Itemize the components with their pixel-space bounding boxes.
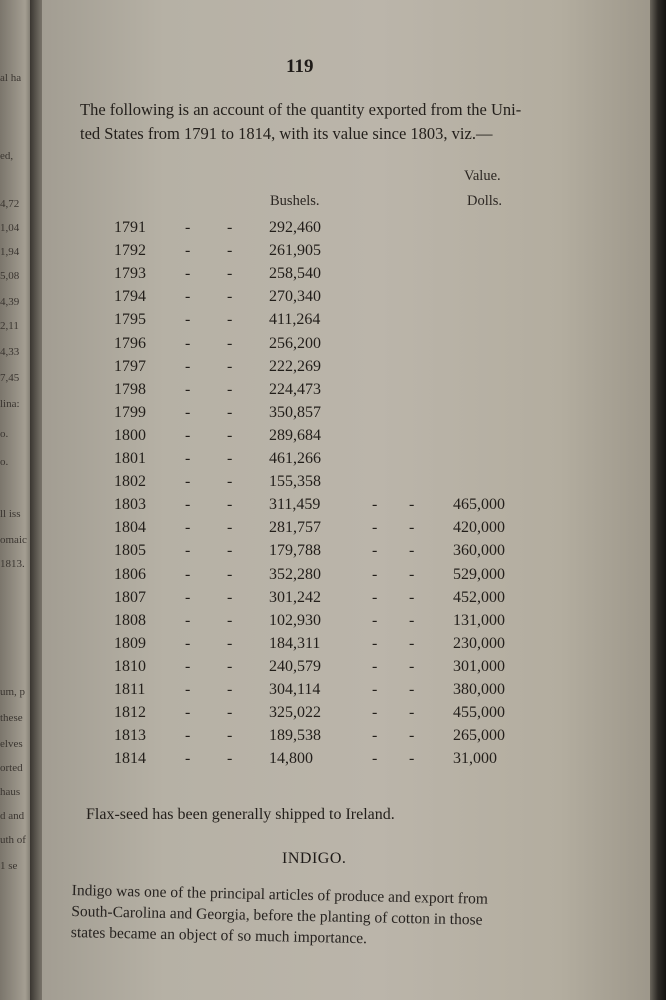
dash-cell: - xyxy=(185,242,191,260)
table-row xyxy=(42,427,652,450)
left-page-fragment: 1 se xyxy=(0,860,18,872)
value-cell: 455,000 xyxy=(453,704,505,722)
bushels-cell: 155,358 xyxy=(269,473,321,491)
dash-cell: - xyxy=(185,542,191,560)
bushels-cell: 184,311 xyxy=(269,634,321,652)
dash-cell: - xyxy=(185,403,191,421)
dash-cell: - xyxy=(227,288,233,306)
dash-cell: - xyxy=(409,565,415,583)
table-row xyxy=(42,288,652,311)
dash-cell: - xyxy=(185,450,191,467)
table-row xyxy=(42,404,652,427)
dash-cell: - xyxy=(372,588,378,606)
dash-cell: - xyxy=(372,496,378,514)
dash-cell: - xyxy=(372,704,378,722)
dash-cell: - xyxy=(185,496,191,514)
value-cell: 265,000 xyxy=(453,727,505,745)
dash-cell: - xyxy=(185,357,191,375)
table-row xyxy=(42,496,652,519)
dash-cell: - xyxy=(227,657,233,675)
year-cell: 1802 xyxy=(114,473,146,491)
dash-cell: - xyxy=(227,611,233,629)
table-row xyxy=(42,265,652,288)
table-row xyxy=(42,242,652,265)
bushels-cell: 350,857 xyxy=(269,403,321,421)
dash-cell: - xyxy=(372,750,378,768)
table-row xyxy=(42,612,652,635)
bushels-cell: 289,684 xyxy=(269,426,321,444)
indigo-line: states became an object of so much importance. xyxy=(70,923,368,948)
bushels-cell: 258,540 xyxy=(269,265,321,283)
table-row xyxy=(42,704,652,727)
dash-cell: - xyxy=(227,704,233,722)
dash-cell: - xyxy=(185,565,191,583)
dash-cell: - xyxy=(227,565,233,583)
left-page-fragment: um, p xyxy=(0,686,26,698)
dash-cell: - xyxy=(409,611,415,629)
value-cell: 529,000 xyxy=(453,565,505,583)
left-page-fragment: lina: xyxy=(0,398,20,410)
dash-cell: - xyxy=(227,265,233,283)
bushels-header: Bushels. xyxy=(270,193,320,209)
dash-cell: - xyxy=(185,727,191,745)
value-cell: 452,000 xyxy=(453,588,505,606)
dash-cell: - xyxy=(409,750,415,768)
table-row xyxy=(42,727,652,750)
table-row xyxy=(42,358,652,381)
bushels-cell: 240,579 xyxy=(269,657,321,675)
bushels-cell: 189,538 xyxy=(269,727,321,745)
left-page-fragment: elves xyxy=(0,738,23,750)
bushels-cell: 256,200 xyxy=(269,334,321,352)
bushels-cell: 179,788 xyxy=(269,542,321,560)
dash-cell: - xyxy=(227,681,233,698)
dash-cell: - xyxy=(372,565,378,583)
dash-cell: - xyxy=(185,634,191,652)
year-cell: 1796 xyxy=(114,334,146,352)
table-row xyxy=(42,750,652,773)
dash-cell: - xyxy=(372,657,378,675)
value-cell: 380,000 xyxy=(453,681,505,698)
year-cell: 1806 xyxy=(114,565,146,583)
left-page-fragment: 1,94 xyxy=(0,246,20,258)
left-page-fragment: 4,72 xyxy=(0,198,20,210)
left-page-fragment: ed, xyxy=(0,150,14,162)
dash-cell: - xyxy=(372,681,378,698)
table-row xyxy=(42,473,652,496)
dash-cell: - xyxy=(227,219,233,236)
left-page-fragment: 7,45 xyxy=(0,372,20,384)
dash-cell: - xyxy=(227,519,233,537)
bushels-cell: 222,269 xyxy=(269,357,321,375)
left-page-fragment: ll iss xyxy=(0,508,21,520)
dash-cell: - xyxy=(227,634,233,652)
table-row xyxy=(42,335,652,358)
left-page-fragment: omaic xyxy=(0,534,27,546)
value-cell: 465,000 xyxy=(453,496,505,514)
table-row xyxy=(42,519,652,542)
dash-cell: - xyxy=(227,588,233,606)
left-page-fragment: d and xyxy=(0,810,25,822)
year-cell: 1793 xyxy=(114,265,146,283)
left-page-fragment: al ha xyxy=(0,72,22,84)
table-row xyxy=(42,681,652,704)
year-cell: 1801 xyxy=(114,450,146,467)
year-cell: 1809 xyxy=(114,634,146,652)
left-page-fragment: 4,33 xyxy=(0,346,20,358)
bushels-cell: 352,280 xyxy=(269,565,321,583)
year-cell: 1812 xyxy=(114,704,146,722)
bushels-cell: 411,264 xyxy=(269,311,321,329)
dash-cell: - xyxy=(185,380,191,398)
indigo-line: Indigo was one of the principal articles of produce and export from xyxy=(71,881,489,908)
left-page-fragment: 4,39 xyxy=(0,296,20,308)
table-row xyxy=(42,219,652,242)
left-page-fragment: haus xyxy=(0,786,21,798)
bushels-cell: 461,266 xyxy=(269,450,321,467)
page-number: 119 xyxy=(286,56,314,77)
table-row xyxy=(42,635,652,658)
bushels-cell: 224,473 xyxy=(269,380,321,398)
left-page-fragment: 5,08 xyxy=(0,270,20,282)
dash-cell: - xyxy=(409,542,415,560)
dash-cell: - xyxy=(227,473,233,491)
year-cell: 1805 xyxy=(114,542,146,560)
flax-seed-note: Flax-seed has been generally shipped to Ireland. xyxy=(86,806,395,823)
dash-cell: - xyxy=(409,519,415,537)
value-cell: 31,000 xyxy=(453,750,497,768)
dash-cell: - xyxy=(372,727,378,745)
dash-cell: - xyxy=(185,519,191,537)
year-cell: 1803 xyxy=(114,496,146,514)
page-edge-shadow xyxy=(650,0,666,1000)
dash-cell: - xyxy=(372,611,378,629)
left-page-fragment: 2,11 xyxy=(0,320,19,332)
dash-cell: - xyxy=(227,380,233,398)
dash-cell: - xyxy=(409,657,415,675)
year-cell: 1798 xyxy=(114,380,146,398)
indigo-line: South-Carolina and Georgia, before the planting of cotton in those xyxy=(71,902,483,929)
dash-cell: - xyxy=(372,542,378,560)
value-cell: 301,000 xyxy=(453,657,505,675)
left-page-fragment: 1813. xyxy=(0,558,25,570)
bushels-cell: 304,114 xyxy=(269,681,321,698)
year-cell: 1808 xyxy=(114,611,146,629)
table-row xyxy=(42,542,652,565)
indigo-paragraph xyxy=(71,880,612,954)
bushels-cell: 311,459 xyxy=(269,496,321,514)
dash-cell: - xyxy=(372,634,378,652)
bushels-cell: 325,022 xyxy=(269,704,321,722)
dash-cell: - xyxy=(372,519,378,537)
dash-cell: - xyxy=(227,403,233,421)
dash-cell: - xyxy=(227,334,233,352)
intro-paragraph xyxy=(80,98,600,146)
dash-cell: - xyxy=(185,334,191,352)
table-row xyxy=(42,381,652,404)
dash-cell: - xyxy=(185,611,191,629)
dash-cell: - xyxy=(185,657,191,675)
dash-cell: - xyxy=(185,265,191,283)
bushels-cell: 14,800 xyxy=(269,750,313,768)
value-cell: 131,000 xyxy=(453,611,505,629)
dash-cell: - xyxy=(409,588,415,606)
value-header: Value. xyxy=(464,168,501,184)
dash-cell: - xyxy=(227,426,233,444)
year-cell: 1814 xyxy=(114,750,146,768)
left-page-fragment: o. xyxy=(0,428,9,440)
dash-cell: - xyxy=(185,219,191,236)
year-cell: 1807 xyxy=(114,588,146,606)
year-cell: 1804 xyxy=(114,519,146,537)
dash-cell: - xyxy=(185,473,191,491)
dash-cell: - xyxy=(227,357,233,375)
year-cell: 1800 xyxy=(114,426,146,444)
dash-cell: - xyxy=(409,704,415,722)
dash-cell: - xyxy=(409,727,415,745)
year-cell: 1797 xyxy=(114,357,146,375)
bushels-cell: 281,757 xyxy=(269,519,321,537)
year-cell: 1792 xyxy=(114,242,146,260)
dash-cell: - xyxy=(185,704,191,722)
left-page-fragment: uth of xyxy=(0,834,26,846)
table-row xyxy=(42,311,652,334)
dash-cell: - xyxy=(185,750,191,768)
dash-cell: - xyxy=(227,727,233,745)
dash-cell: - xyxy=(227,242,233,260)
bushels-cell: 270,340 xyxy=(269,288,321,306)
dash-cell: - xyxy=(227,542,233,560)
bushels-cell: 301,242 xyxy=(269,588,321,606)
year-cell: 1794 xyxy=(114,288,146,306)
table-row xyxy=(42,566,652,589)
year-cell: 1811 xyxy=(114,681,146,698)
dash-cell: - xyxy=(227,750,233,768)
dash-cell: - xyxy=(185,288,191,306)
value-cell: 230,000 xyxy=(453,634,505,652)
year-cell: 1799 xyxy=(114,403,146,421)
year-cell: 1791 xyxy=(114,219,146,236)
dash-cell: - xyxy=(185,588,191,606)
dash-cell: - xyxy=(409,496,415,514)
dash-cell: - xyxy=(185,311,191,329)
year-cell: 1795 xyxy=(114,311,146,329)
table-row xyxy=(42,658,652,681)
book-page xyxy=(42,0,652,1000)
intro-line: The following is an account of the quantity exported from the Uni- xyxy=(80,100,522,119)
table-row xyxy=(42,589,652,612)
intro-line: ted States from 1791 to 1814, with its value since 1803, viz.— xyxy=(80,124,493,143)
section-heading: INDIGO. xyxy=(282,850,347,867)
value-cell: 360,000 xyxy=(453,542,505,560)
dash-cell: - xyxy=(185,426,191,444)
dash-cell: - xyxy=(227,311,233,329)
dash-cell: - xyxy=(409,634,415,652)
year-cell: 1810 xyxy=(114,657,146,675)
left-page-fragment: these xyxy=(0,712,23,724)
dash-cell: - xyxy=(185,681,191,698)
left-page-fragment: o. xyxy=(0,456,9,468)
left-page-fragment: orted xyxy=(0,762,23,774)
dolls-header: Dolls. xyxy=(467,193,503,209)
dash-cell: - xyxy=(227,496,233,514)
dash-cell: - xyxy=(409,681,415,698)
dash-cell: - xyxy=(227,450,233,467)
year-cell: 1813 xyxy=(114,727,146,745)
left-page-fragment: 1,04 xyxy=(0,222,20,234)
bushels-cell: 261,905 xyxy=(269,242,321,260)
bushels-cell: 292,460 xyxy=(269,219,321,236)
bushels-cell: 102,930 xyxy=(269,611,321,629)
table-row xyxy=(42,450,652,473)
value-cell: 420,000 xyxy=(453,519,505,537)
